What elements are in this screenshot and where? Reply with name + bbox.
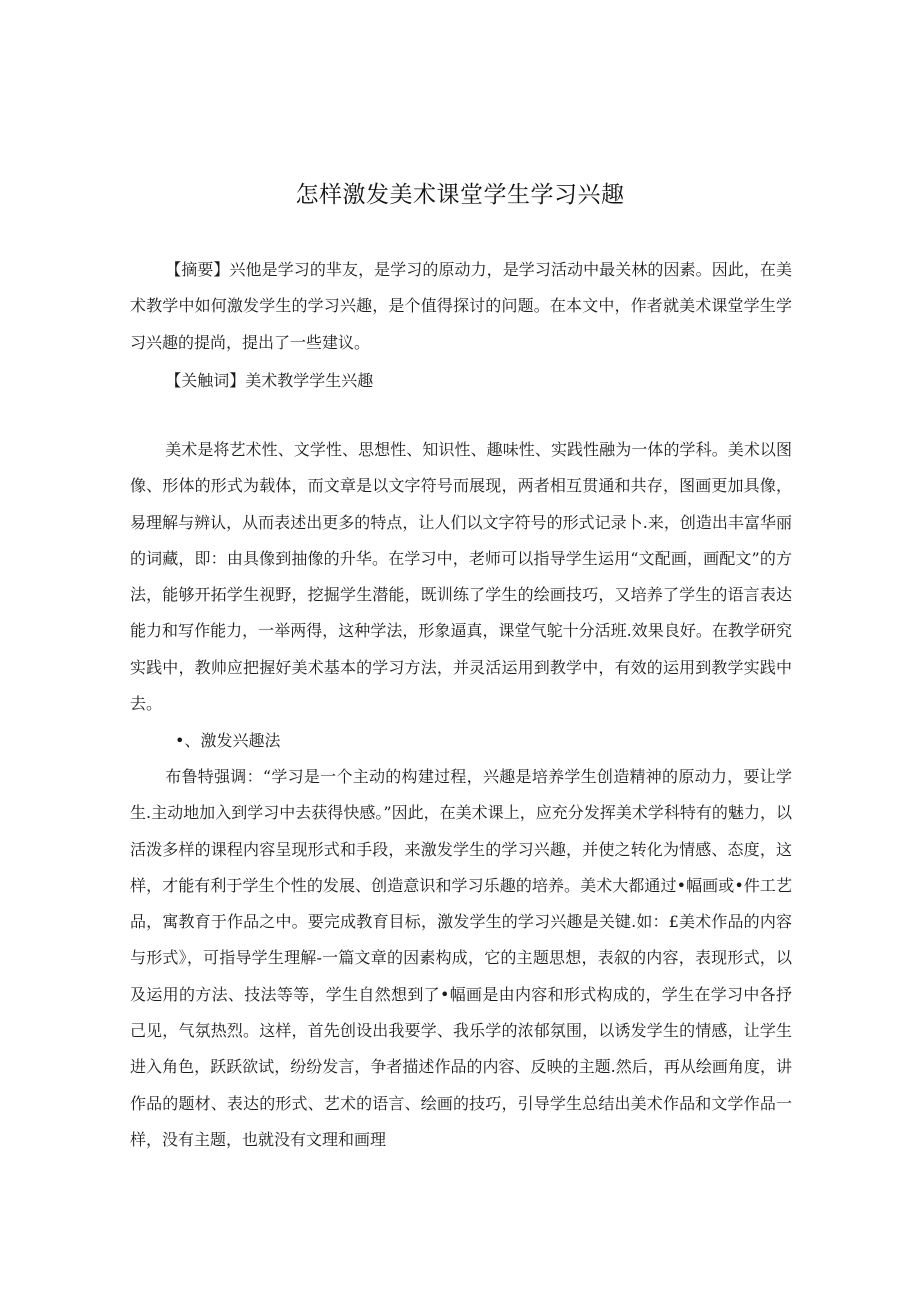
document-title: 怎样激发美术课堂学生学习兴趣 [295,182,625,208]
section-heading: •、激发兴趣法 [175,731,281,750]
intro-paragraph: 美术是将艺术性、文学性、思想性、知识性、趣味性、实践性融为一体的学科。美术以图像、形体的形式为载体，而文章是以文字符号而展现，两者相互贯通和共存，图画更加具像，易理解与辨认，从而表述出更多的特点，让人们以文字符号的形式记录卜.来，创造出丰富华丽的词藏，即：由具像到抽像的升华。在学习中，老师可以指导学生运用“文配画，画配文”的方法，能够开拓学生视野，挖掘学生潜能，既训练了学生的绘画技巧，又培养了学生的语言表达能力和写作能力，一举两得，这种学法，形象逼真，课堂气鸵十分活班.效果良好。在教学研究实践中，教帅应把握好美术基本的学习方法，并灵活运用到教学中，有效的运用到教学实践中去。 [130,440,792,714]
section-paragraph: 布鲁特强调：“学习是一个主动的构建过程，兴趣是培养学生创造精神的原动力，要让学生.主动地加入到学习中去获得快感。”因此，在美术课上，应充分发挥美术学科特有的魅力，以活泼多样的课程内容呈现形式和手段，来激发学生的学习兴趣，并使之转化为情感、态度，这样，才能有利于学生个性的发展、创造意识和学习乐趣的培养。美术大都通过•幅画或•件工艺品，寓教育于作品之中。要完成教育目标，激发学生的学习兴趣是关键.如：£美术作品的内容与形式》，可指导学生理解-一篇文章的因素构成，它的主题思想，表叙的内容，表现形式，以及运用的方法、技法等等，学生自然想到了•幅画是由内容和形式构成的，学生在学习中各抒己见，气氛热烈。这样，首先创设出我要学、我乐学的浓郁氛围，以诱发学生的情感，让学生进入角色，跃跃欲试，纷纷发言，争者描述作品的内容、反映的主题.然后，再从绘画角度，讲作品的题材、表达的形式、艺术的语言、绘画的技巧，引导学生总结出美术作品和文学作品一样，没有主题，也就没有文理和画理 [130,767,792,1149]
keywords-line: 【关触词】美术教学学生兴趣 [165,371,374,390]
abstract-paragraph: 【摘要】兴他是学习的芈友，是学习的原动力，是学习活动中最关林的因素。因此，在美术教学中如何激发学生的学习兴趣，是个值得探讨的问题。在本文中，作者就美术课堂学生学习兴趣的提尚，提出了一些建议。 [130,260,792,352]
